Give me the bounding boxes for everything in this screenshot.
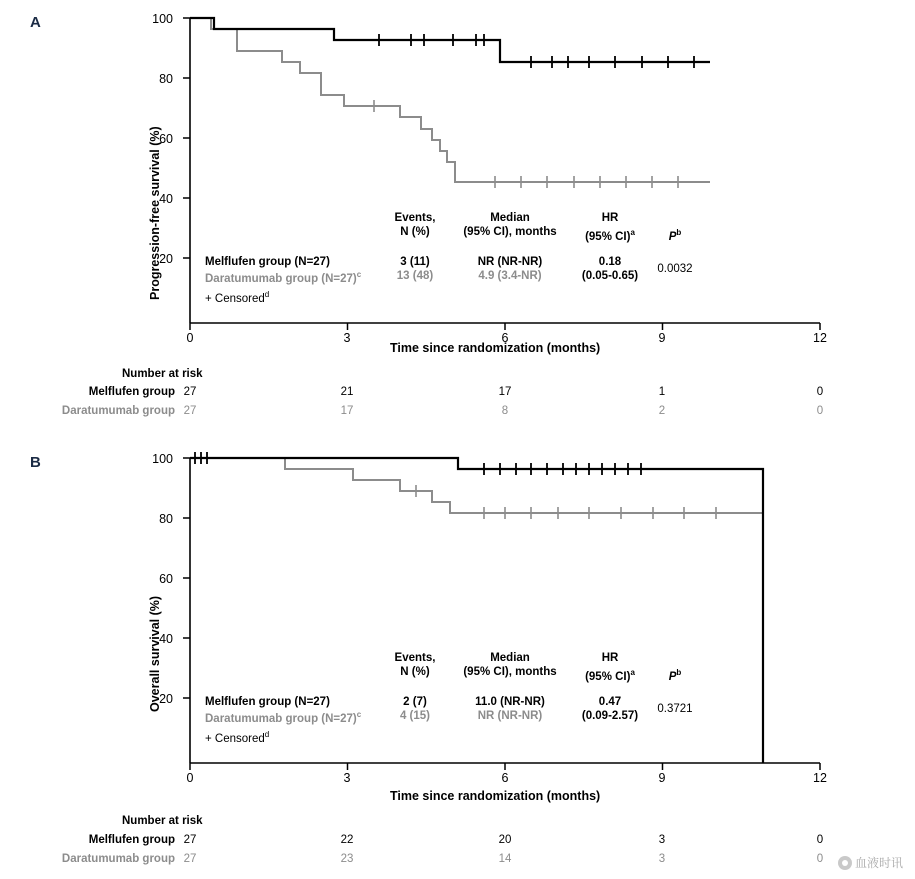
panel-b-row-melflufen-p: 0.3721 <box>657 703 693 715</box>
panel-a-xtick-9: 9 <box>658 331 666 345</box>
panel-b-risk-row-1-val-2: 14 <box>498 853 512 865</box>
panel-a-censored-note <box>205 290 269 305</box>
panel-a-xtick-0: 0 <box>186 331 194 345</box>
panel-a-risk-row-1-label: Daratumumab group <box>61 405 175 417</box>
panel-b-row-melflufen-hr: 0.47 <box>598 696 622 708</box>
panel-a-curve-daratumumab <box>190 18 710 182</box>
panel-b-ytick-80: 80 <box>159 512 173 526</box>
panel-a-risk-row-0-val-4: 0 <box>816 386 824 398</box>
panel-b-ytick-20: 20 <box>159 692 173 706</box>
panel-b-censored-note-text: + Censored <box>205 732 265 745</box>
panel-b-xtick-3: 3 <box>343 771 351 785</box>
panel-b-ytick-100: 100 <box>152 452 173 466</box>
panel-a-risk-row-0-val-0: 27 <box>183 386 197 398</box>
panel-a-curve-melflufen <box>190 18 710 62</box>
panel-b-ytick-40: 40 <box>159 632 173 646</box>
panel-b-risk-row-0-val-2: 20 <box>498 834 512 846</box>
panel-a-stats-header-events-line2: N (%) <box>400 226 430 238</box>
panel-b-risk-row-1-val-0: 27 <box>183 853 197 865</box>
panel-b-censored-note-footnote: d <box>264 730 270 739</box>
panel-b-stats-header-p <box>645 666 705 684</box>
panel-a <box>0 0 915 430</box>
panel-a-row-melflufen-label: Melflufen group (N=27) <box>205 256 330 268</box>
panel-a-risk-row-1-val-2: 8 <box>501 405 509 417</box>
panel-b-row-daratumumab-label-footnote: c <box>356 710 362 719</box>
panel-a-censor-marks-daratumumab <box>374 100 678 188</box>
watermark <box>838 854 903 871</box>
panel-a-y-ticks <box>183 18 190 258</box>
panel-a-x-axis-label: Time since randomization (months) <box>390 341 601 355</box>
panel-a-xtick-6: 6 <box>501 331 509 345</box>
panel-b-risk-row-1-label: Daratumumab group <box>61 853 175 865</box>
panel-a-ytick-100: 100 <box>152 12 173 26</box>
panel-b-risk-row-0-val-4: 0 <box>816 834 824 846</box>
panel-a-ytick-40: 40 <box>159 192 173 206</box>
panel-a-risk-row-1-val-4: 0 <box>816 405 824 417</box>
panel-a-row-daratumumab-median: 4.9 (3.4-NR) <box>478 270 542 282</box>
panel-b-stats-header-events-line1: Events, <box>394 652 436 664</box>
panel-b-row-melflufen-events: 2 (7) <box>403 696 427 708</box>
panel-a-stats-header-median-line2: (95% CI), months <box>463 226 557 238</box>
panel-b-risk-row-1-val-3: 3 <box>658 853 666 865</box>
watermark-text: 血液时讯 <box>854 856 903 870</box>
panel-a-risk-title: Number at risk <box>122 368 203 380</box>
panel-a-risk-row-1-val-3: 2 <box>658 405 666 417</box>
panel-a-stats-header-hr-ci: (95% CI) <box>585 230 631 243</box>
panel-a-y-axis-label: Progression-free survival (%) <box>148 126 162 300</box>
panel-b-x-axis-label: Time since randomization (months) <box>390 789 601 803</box>
panel-a-row-daratumumab-label <box>205 270 361 285</box>
panel-b-stats-header-hr-line2 <box>565 666 655 684</box>
panel-b-letter: B <box>30 454 41 471</box>
panel-b-stats-header-hr-ci: (95% CI) <box>585 670 631 683</box>
panel-b-xtick-0: 0 <box>186 771 194 785</box>
panel-a-row-melflufen-hr: 0.18 <box>598 256 622 268</box>
watermark-logo-icon <box>838 856 852 870</box>
panel-b-plot <box>0 440 915 800</box>
panel-b-stats-header-hr-line1: HR <box>601 652 619 664</box>
panel-a-ytick-80: 80 <box>159 72 173 86</box>
panel-a-x-ticks <box>190 323 820 330</box>
panel-a-row-melflufen-hr-ci: (0.05-0.65) <box>581 270 639 282</box>
panel-a-stats-header-p <box>645 226 705 244</box>
panel-b-xtick-6: 6 <box>501 771 509 785</box>
panel-b-row-melflufen-hr-ci: (0.09-2.57) <box>581 710 639 722</box>
panel-b-risk-row-0-val-1: 22 <box>340 834 354 846</box>
panel-a-row-melflufen-events: 3 (11) <box>400 256 430 268</box>
panel-a-risk-row-0-label: Melflufen group <box>88 386 175 398</box>
panel-a-ytick-20: 20 <box>159 252 173 266</box>
panel-a-xtick-12: 12 <box>813 331 827 345</box>
panel-b-xtick-9: 9 <box>658 771 666 785</box>
panel-b-row-daratumumab-label-text: Daratumumab group (N=27) <box>205 712 357 725</box>
panel-a-risk-row-1-val-1: 17 <box>340 405 354 417</box>
panel-a-stats-header-hr-footnote: a <box>630 228 635 237</box>
panel-b-risk-title: Number at risk <box>122 815 203 827</box>
panel-b-risk-row-0-label: Melflufen group <box>88 834 175 846</box>
panel-b-risk-row-1-val-4: 0 <box>816 853 824 865</box>
panel-b-stats-header-hr-footnote: a <box>630 668 635 677</box>
panel-b-xtick-12: 12 <box>813 771 827 785</box>
panel-a-row-melflufen-median: NR (NR-NR) <box>477 256 543 268</box>
panel-a-stats-header-median-line1: Median <box>490 212 530 224</box>
panel-a-stats-header-p-letter: P <box>668 230 677 243</box>
panel-a-row-melflufen-p: 0.0032 <box>657 263 693 275</box>
panel-b-censored-note <box>205 730 269 745</box>
panel-b-risk-row-0-val-3: 3 <box>658 834 666 846</box>
panel-a-stats-header-events-line1: Events, <box>394 212 436 224</box>
panel-b-stats-header-events-line2: N (%) <box>400 666 430 678</box>
panel-b-y-axis-label: Overall survival (%) <box>148 595 162 712</box>
panel-a-stats-header-hr-line2 <box>565 226 655 244</box>
panel-b-row-melflufen-label: Melflufen group (N=27) <box>205 696 330 708</box>
panel-b-risk-row-1-val-1: 23 <box>340 853 354 865</box>
panel-b-stats-header-p-letter: P <box>668 670 677 683</box>
panel-a-row-daratumumab-label-text: Daratumumab group (N=27) <box>205 272 357 285</box>
panel-a-risk-row-0-val-1: 21 <box>340 386 354 398</box>
panel-b-censor-marks-melflufen <box>195 452 641 475</box>
panel-b-curve-daratumumab <box>190 458 763 513</box>
panel-b-row-melflufen-median: 11.0 (NR-NR) <box>475 696 545 708</box>
panel-a-censored-note-footnote: d <box>264 290 270 299</box>
panel-b-risk-row-0-val-0: 27 <box>183 834 197 846</box>
panel-a-plot <box>0 0 915 360</box>
panel-b-row-daratumumab-events: 4 (15) <box>399 710 431 722</box>
panel-a-letter: A <box>30 14 41 31</box>
panel-b-stats-header-median-line2: (95% CI), months <box>463 666 557 678</box>
panel-a-risk-row-0-val-3: 1 <box>658 386 666 398</box>
panel-a-risk-row-0-val-2: 17 <box>498 386 512 398</box>
panel-a-stats-header-p-footnote: b <box>676 228 682 237</box>
panel-b-stats-header-p-footnote: b <box>676 668 682 677</box>
panel-a-ytick-60: 60 <box>159 132 173 146</box>
panel-b-y-ticks <box>183 458 190 698</box>
panel-b-row-daratumumab-median: NR (NR-NR) <box>477 710 543 722</box>
panel-b-x-ticks <box>190 763 820 770</box>
panel-a-censored-note-text: + Censored <box>205 292 265 305</box>
panel-a-xtick-3: 3 <box>343 331 351 345</box>
panel-b-stats-header-median-line1: Median <box>490 652 530 664</box>
panel-a-row-daratumumab-events: 13 (48) <box>396 270 434 282</box>
panel-b <box>0 440 915 879</box>
panel-a-row-daratumumab-label-footnote: c <box>356 270 362 279</box>
panel-b-ytick-60: 60 <box>159 572 173 586</box>
panel-a-risk-row-1-val-0: 27 <box>183 405 197 417</box>
panel-a-stats-header-hr-line1: HR <box>601 212 619 224</box>
panel-b-row-daratumumab-label <box>205 710 361 725</box>
